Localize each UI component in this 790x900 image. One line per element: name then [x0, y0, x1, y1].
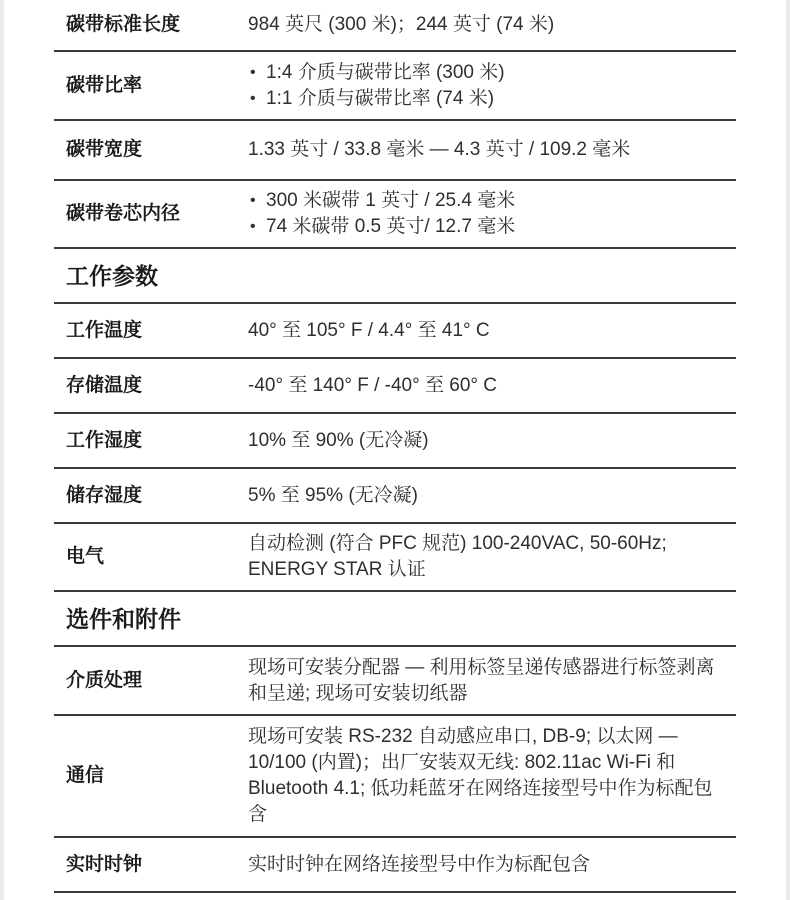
left-margin-strip: [0, 0, 4, 900]
row-label: 工作湿度: [66, 429, 143, 451]
row-value: [248, 60, 736, 112]
row-label: 储存湿度: [66, 484, 143, 506]
row-label: 工作温度: [66, 319, 143, 341]
row-label: 碳带宽度: [66, 139, 143, 160]
row-value: 5% 至 95% (无冷凝): [248, 484, 418, 506]
section-title: 选件和附件: [66, 605, 181, 632]
row-label: 通信: [66, 765, 105, 786]
spec-row-storage-temp: [54, 359, 736, 414]
row-value: [248, 188, 736, 240]
row-value: 1.33 英寸 / 33.8 毫米 — 4.3 英寸 / 109.2 毫米: [248, 139, 631, 160]
row-label: 电气: [66, 546, 105, 567]
row-value: 实时时钟在网络连接型号中作为标配包含: [248, 853, 591, 875]
row-value: 现场可安装 RS-232 自动感应串口, DB-9; 以太网 — 10/100 (内置)；出厂安装双无线: 802.11ac Wi-Fi 和 Bluetooth 4.1; 低功耗蓝牙在网络连接型号中作为标配包含: [248, 726, 713, 825]
row-label: 碳带卷芯内径: [66, 203, 181, 224]
right-margin-strip: [786, 0, 790, 900]
section-header-options: [54, 592, 736, 647]
spec-row-operating-temp: [54, 304, 736, 359]
row-value: 自动检测 (符合 PFC 规范) 100-240VAC, 50-60Hz; ENERGY STAR 认证: [248, 533, 667, 580]
list-item: • 1:4 介质与碳带比率 (300 米): [248, 60, 728, 86]
row-value: 984 英尺 (300 米)；244 英寸 (74 米): [248, 14, 555, 35]
row-label: 存储温度: [66, 374, 143, 396]
spec-row-operating-humidity: [54, 414, 736, 469]
spec-row-ribbon-core: [54, 181, 736, 249]
row-label: 实时时钟: [66, 853, 143, 875]
list-item: • 300 米碳带 1 英寸 / 25.4 毫米: [248, 188, 728, 214]
bullet-list: [248, 188, 728, 240]
row-value: -40° 至 140° F / -40° 至 60° C: [248, 374, 497, 396]
spec-row-rtc: [54, 838, 736, 893]
row-value: 10% 至 90% (无冷凝): [248, 429, 429, 451]
bullet-list: [248, 60, 728, 112]
spec-row-storage-humidity: [54, 469, 736, 524]
row-value: 40° 至 105° F / 4.4° 至 41° C: [248, 319, 490, 341]
row-label: 介质处理: [66, 669, 143, 691]
spec-row-media-handling: [54, 647, 736, 716]
spec-row-electrical: [54, 524, 736, 592]
spec-row-ribbon-length: [54, 0, 736, 52]
section-title: 工作参数: [66, 262, 158, 289]
list-item: • 1:1 介质与碳带比率 (74 米): [248, 86, 728, 112]
spec-row-communications: [54, 716, 736, 838]
row-value: 现场可安装分配器 — 利用标签呈递传感器进行标签剥离和呈递; 现场可安装切纸器: [248, 656, 715, 704]
spec-row-ribbon-ratio: [54, 52, 736, 121]
spec-row-ribbon-width: [54, 121, 736, 181]
row-label: 碳带标准长度: [66, 14, 181, 35]
row-label: 碳带比率: [66, 74, 143, 96]
section-header-operating: [54, 249, 736, 304]
spec-table: [54, 0, 736, 893]
list-item: • 74 米碳带 0.5 英寸/ 12.7 毫米: [248, 214, 728, 240]
